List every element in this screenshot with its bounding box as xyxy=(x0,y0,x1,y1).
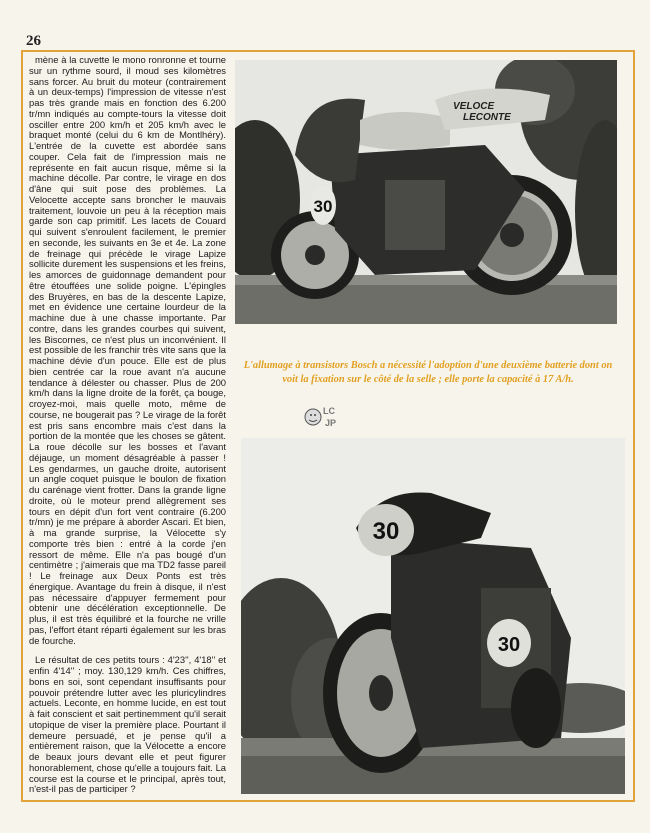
svg-text:LC: LC xyxy=(323,406,335,416)
front-number-plate: 30 xyxy=(313,197,333,216)
article-column xyxy=(29,55,226,795)
watermark-stamp xyxy=(303,402,347,432)
tail-number: 30 xyxy=(372,518,400,545)
fairing-lettering: VELOCE xyxy=(453,101,495,112)
photo-motorcycle-rear-view xyxy=(241,438,625,794)
fairing-lettering: LECONTE xyxy=(463,112,511,123)
article-paragraph: mène à la cuvette le mono ronronne et tourne sur un rythme sourd, il moud ses kilomètres sans forcer. Au bruit du moteur (contrairement à un deux-temps) l'impression de vitesse n'est pas très grande mais en fonction des 6.200 tr/mn indiqués au compte-tours la vitesse doit osciller entre 200 km/h et 205 km/h avec le braquet monté (celui du 6 km de Montlhéry). L'entrée de la cuvette est abordée sans couper. Cela fait de l'impression mais ne représente en fait aucun risque, même si la machine décolle. Par contre, le virage en dos d'âne qui suit pose des problèmes. La Velocette accepte sans broncher le mauvais traitement, louvoie un peu à la réception mais garde son cap primitif. Les lacets de Couard qui suivent s'enroulent facilement, le premier en seconde, les suivants en 3e et 4e. La zone de freinage qui précède le virage Lapize sollicite durement les suspensions et les freins, les amorces de guidonnage demandent pour être étouffées une solide poigne. L'épingles des Bruyères, en bas de la descente Lapize, met en évidence une certaine lourdeur de la machine due à une chasse importante. Par contre, dans les grandes courbes qui suivent, les Biscornes, ce n'est plus un inconvénient. Il est possible de les franchir très vite sans que la machine dévie d'un pouce. Elle est de plus bien centrée car la roue avant n'a aucune tendance à délester ou chasser. Plus de 200 km/h dans la ligne droite de la forêt, ça bouge, croyez-moi, mais quelle moto, même de course, ne bougerait pas ? Le virage de la forêt est pris sans encombre mais c'est dans la portion de la montée que les choses se gâtent. La roue décolle sur les bosses et l'avant déjauge, un moment désagréable à passer ! Les gendarmes, un gauche droite, autorisent un angle coquet puisque le boulon de fixation du carénage vient frotter. Dans la grande ligne droite, où le moteur prend allègrement ses tours en dépit d'un fort vent contraire (6.200 tr/mn) je me prépare à aborder Ascari. Et bien, à ma grande surprise, la Vélocette s'y comporte très bien : entré à la corde j'en ressort de même. Elle n'a pas bougé d'un centimètre ; j'aimerais que ma TD2 fasse pareil ! Le freinage aux Deux Ponts est très énergique. Avantage du frein à disque, il n'est pas nécessaire d'appuyer fermement pour obtenir une décélération exceptionnelle. De plus, il est très équilibré et la fourche ne vrille pas, l'effort étant réparti également sur les bras de fourche. xyxy=(29,55,226,646)
photo-caption: L'allumage à transistors Bosch a nécessité l'adoption d'une deuxième batterie dont on voit la fixation sur le côté de la selle ; elle porte la capacité à 17 A/h. xyxy=(243,360,613,385)
article-paragraph: Le résultat de ces petits tours : 4'23'', 4'18'' et enfin 4'14'' ; moy. 130,129 km/h. Ces chiffres, bons en soi, sont cependant insuffisants pour pouvoir prétendre lutter avec les pluricylindres actuels. Leconte, en homme lucide, en est tout à fait conscient et sait pertinemment qu'il serait utopique de viser la première place. Pourtant il demeure persuadé, et je pense qu'il a entièrement raison, que la Vélocette a encore de beaux jours devant elle et peut figurer honorablement, chose qu'elle a toujours fait. La course est la course et le principal, après tout, n'est-il pas de participer ? xyxy=(29,654,226,795)
side-number: 30 xyxy=(497,634,521,656)
svg-text:JP: JP xyxy=(325,418,337,428)
page-number: 26 xyxy=(26,33,41,49)
photo-motorcycle-side-view xyxy=(235,60,617,324)
